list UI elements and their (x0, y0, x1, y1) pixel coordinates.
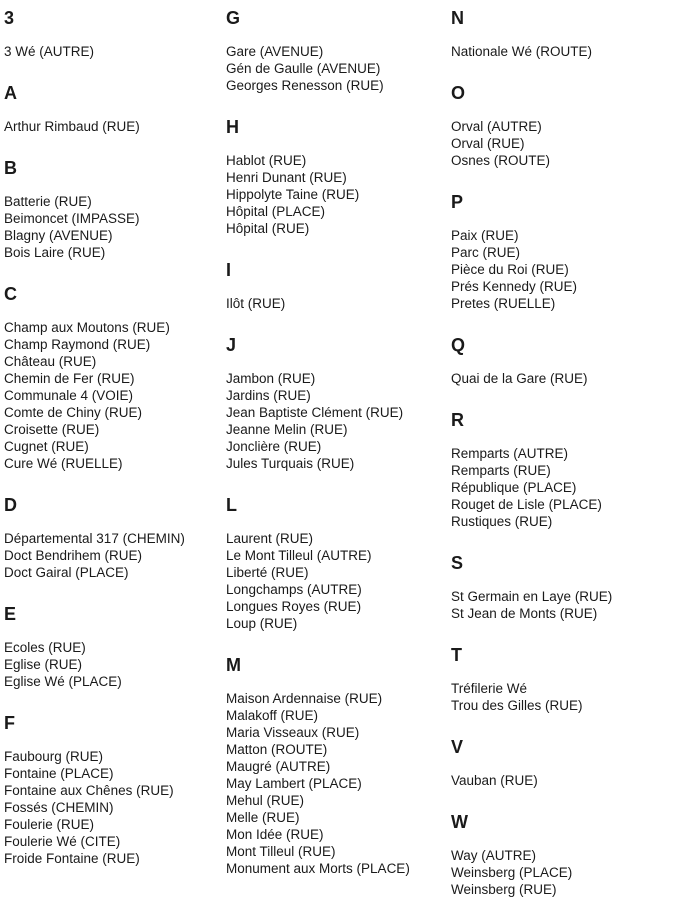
index-column-2 (226, 8, 448, 877)
section-letter-heading: Q (451, 335, 466, 355)
index-section (226, 495, 448, 632)
street-entry: Jeanne Melin (RUE) (226, 422, 348, 437)
section-letter-heading: V (451, 737, 464, 757)
street-entry: Ilôt (RUE) (226, 296, 286, 311)
section-entry-list (4, 748, 226, 867)
street-entry: Mont Tilleul (RUE) (226, 844, 336, 859)
section-entry-list (451, 43, 673, 60)
street-entry: Comte de Chiny (RUE) (4, 405, 143, 420)
section-letter-heading: M (226, 655, 242, 675)
section-letter-heading: R (451, 410, 465, 430)
street-entry: Fontaine (PLACE) (4, 766, 114, 781)
section-letter-heading: C (4, 284, 18, 304)
street-entry: Orval (AUTRE) (451, 119, 542, 134)
street-entry: Matton (ROUTE) (226, 742, 328, 757)
street-entry: Blagny (AVENUE) (4, 228, 113, 243)
index-section (4, 604, 226, 690)
index-section (451, 812, 673, 898)
street-entry: Maison Ardennaise (RUE) (226, 691, 383, 706)
street-entry: Liberté (RUE) (226, 565, 309, 580)
index-section (451, 335, 673, 387)
street-entry: Cure Wé (RUELLE) (4, 456, 123, 471)
section-letter-heading: T (451, 645, 463, 665)
index-section (4, 158, 226, 261)
street-entry: Batterie (RUE) (4, 194, 92, 209)
section-entry-list (451, 588, 673, 622)
street-entry: May Lambert (PLACE) (226, 776, 362, 791)
section-entry-list (4, 639, 226, 690)
street-entry: Hablot (RUE) (226, 153, 307, 168)
street-entry: Weinsberg (PLACE) (451, 865, 573, 880)
street-entry: Faubourg (RUE) (4, 749, 104, 764)
street-entry: Doct Gairal (PLACE) (4, 565, 129, 580)
section-entry-list (226, 370, 448, 472)
street-entry: Fontaine aux Chênes (RUE) (4, 783, 174, 798)
street-entry: Eglise (RUE) (4, 657, 83, 672)
index-section (451, 553, 673, 622)
street-entry: Weinsberg (RUE) (451, 882, 557, 897)
section-entry-list (451, 227, 673, 312)
section-entry-list (226, 43, 448, 94)
street-entry: Maria Visseaux (RUE) (226, 725, 360, 740)
index-section (451, 8, 673, 60)
index-section (226, 117, 448, 237)
section-letter-heading: H (226, 117, 240, 137)
street-entry: Bois Laire (RUE) (4, 245, 106, 260)
section-letter-heading: I (226, 260, 232, 280)
street-entry: Rouget de Lisle (PLACE) (451, 497, 602, 512)
street-entry: Mehul (RUE) (226, 793, 305, 808)
section-entry-list (226, 295, 448, 312)
street-entry: Hôpital (PLACE) (226, 204, 326, 219)
street-entry: Château (RUE) (4, 354, 97, 369)
index-section (4, 713, 226, 867)
section-letter-heading: J (226, 335, 237, 355)
street-entry: Doct Bendrihem (RUE) (4, 548, 143, 563)
index-section (226, 335, 448, 472)
street-entry: Chemin de Fer (RUE) (4, 371, 135, 386)
street-entry: Départemental 317 (CHEMIN) (4, 531, 185, 546)
street-entry: République (PLACE) (451, 480, 577, 495)
street-entry: Maugré (AUTRE) (226, 759, 331, 774)
street-entry: Beimoncet (IMPASSE) (4, 211, 140, 226)
index-section (4, 83, 226, 135)
street-entry: Way (AUTRE) (451, 848, 536, 863)
section-entry-list (4, 118, 226, 135)
index-section (4, 8, 226, 60)
index-section (4, 284, 226, 472)
street-entry: Froide Fontaine (RUE) (4, 851, 140, 866)
street-entry: Jonclière (RUE) (226, 439, 322, 454)
street-entry: Tréfilerie Wé (451, 681, 528, 696)
section-letter-heading: A (4, 83, 18, 103)
section-entry-list (4, 319, 226, 472)
index-section (226, 8, 448, 94)
street-entry: Longues Royes (RUE) (226, 599, 362, 614)
street-entry: Parc (RUE) (451, 245, 521, 260)
section-letter-heading: B (4, 158, 18, 178)
section-letter-heading: F (4, 713, 16, 733)
street-entry: Orval (RUE) (451, 136, 525, 151)
index-section (451, 83, 673, 169)
street-entry: Malakoff (RUE) (226, 708, 319, 723)
section-entry-list (451, 772, 673, 789)
section-entry-list (451, 847, 673, 898)
street-entry: Longchamps (AUTRE) (226, 582, 362, 597)
street-entry: Georges Renesson (RUE) (226, 78, 384, 93)
index-section (451, 410, 673, 530)
street-entry: Foulerie Wé (CITE) (4, 834, 121, 849)
section-entry-list (4, 530, 226, 581)
street-entry: Croisette (RUE) (4, 422, 100, 437)
index-column-1 (4, 8, 226, 867)
section-letter-heading: E (4, 604, 17, 624)
street-entry: Jardins (RUE) (226, 388, 311, 403)
street-entry: Quai de la Gare (RUE) (451, 371, 588, 386)
section-letter-heading: N (451, 8, 465, 28)
street-entry: 3 Wé (AUTRE) (4, 44, 95, 59)
section-letter-heading: S (451, 553, 464, 573)
street-entry: Foulerie (RUE) (4, 817, 95, 832)
index-column-3 (451, 8, 673, 898)
street-entry: Remparts (RUE) (451, 463, 551, 478)
index-section (451, 737, 673, 789)
index-section (451, 192, 673, 312)
street-entry: Hôpital (RUE) (226, 221, 310, 236)
street-entry: Vauban (RUE) (451, 773, 538, 788)
street-entry: Loup (RUE) (226, 616, 298, 631)
street-entry: Eglise Wé (PLACE) (4, 674, 122, 689)
section-entry-list (4, 43, 226, 60)
street-entry: Le Mont Tilleul (AUTRE) (226, 548, 372, 563)
street-entry: Communale 4 (VOIE) (4, 388, 134, 403)
section-entry-list (226, 530, 448, 632)
street-entry: Prés Kennedy (RUE) (451, 279, 578, 294)
street-entry: Trou des Gilles (RUE) (451, 698, 583, 713)
street-entry: Pretes (RUELLE) (451, 296, 556, 311)
street-entry: Jambon (RUE) (226, 371, 316, 386)
street-entry: Ecoles (RUE) (4, 640, 86, 655)
street-entry: Nationale Wé (ROUTE) (451, 44, 593, 59)
section-letter-heading: P (451, 192, 464, 212)
street-entry: Melle (RUE) (226, 810, 300, 825)
street-entry: Pièce du Roi (RUE) (451, 262, 569, 277)
section-entry-list (451, 118, 673, 169)
street-entry: St Germain en Laye (RUE) (451, 589, 613, 604)
street-entry: Jules Turquais (RUE) (226, 456, 355, 471)
street-entry: Fossés (CHEMIN) (4, 800, 114, 815)
section-entry-list (451, 445, 673, 530)
street-entry: Mon Idée (RUE) (226, 827, 324, 842)
section-entry-list (226, 690, 448, 877)
section-letter-heading: G (226, 8, 241, 28)
street-entry: St Jean de Monts (RUE) (451, 606, 598, 621)
street-entry: Arthur Rimbaud (RUE) (4, 119, 140, 134)
street-entry: Cugnet (RUE) (4, 439, 89, 454)
section-entry-list (451, 370, 673, 387)
section-letter-heading: L (226, 495, 238, 515)
street-entry: Champ aux Moutons (RUE) (4, 320, 170, 335)
street-entry: Rustiques (RUE) (451, 514, 553, 529)
street-entry: Gare (AVENUE) (226, 44, 324, 59)
street-entry: Gén de Gaulle (AVENUE) (226, 61, 381, 76)
street-entry: Remparts (AUTRE) (451, 446, 569, 461)
section-letter-heading: W (451, 812, 469, 832)
street-entry: Champ Raymond (RUE) (4, 337, 151, 352)
section-entry-list (4, 193, 226, 261)
street-entry: Paix (RUE) (451, 228, 519, 243)
section-letter-heading: 3 (4, 8, 15, 28)
index-section (226, 655, 448, 877)
section-letter-heading: D (4, 495, 18, 515)
street-entry: Laurent (RUE) (226, 531, 314, 546)
section-entry-list (451, 680, 673, 714)
index-section (226, 260, 448, 312)
index-section (451, 645, 673, 714)
street-entry: Henri Dunant (RUE) (226, 170, 347, 185)
street-entry: Monument aux Morts (PLACE) (226, 861, 410, 876)
section-entry-list (226, 152, 448, 237)
section-letter-heading: O (451, 83, 466, 103)
street-entry: Osnes (ROUTE) (451, 153, 551, 168)
street-entry: Jean Baptiste Clément (RUE) (226, 405, 404, 420)
street-entry: Hippolyte Taine (RUE) (226, 187, 360, 202)
index-section (4, 495, 226, 581)
